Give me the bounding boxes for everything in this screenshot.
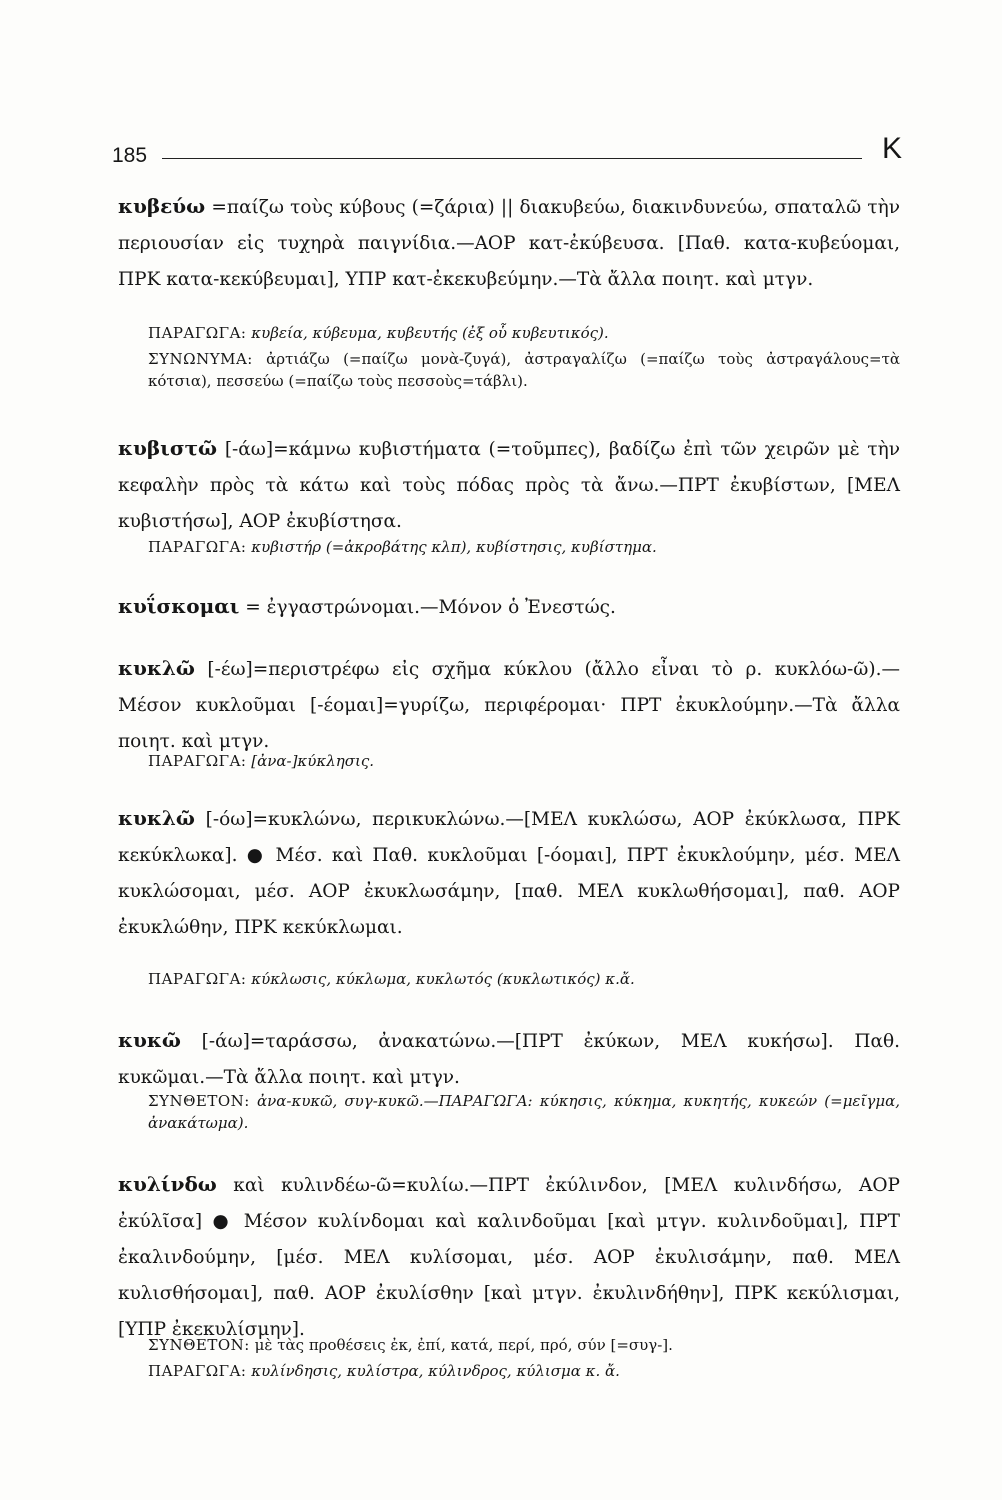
note-label: ΠΑΡΑΓΩΓΑ: [148, 324, 247, 342]
note-label: ΠΑΡΑΓΩΓΑ: [148, 1362, 247, 1380]
note-text: κύκλωσις, κύκλωμα, κυκλωτός (κυκλωτικός) κ.ἄ. [251, 970, 635, 988]
entry-body: καὶ κυλινδέω-ῶ=κυλίω.—ΠΡΤ ἐκύλινδον, [ΜΕΛ κυλινδήσω, ΑΟΡ ἐκύλῖσα] ● Μέσον κυλίνδομαι καὶ καλινδοῦμαι [καὶ μτγν. κυλινδοῦμαι], ΠΡΤ ἐκαλινδούμην, [μέσ. ΜΕΛ κυλίσομαι, μέσ. ΑΟΡ ἐκυλισάμην, παθ. ΜΕΛ κυλισθήσομαι], παθ. ΑΟΡ ἐκυλίσθην [καὶ μτγν. ἐκυλινδήθην], ΠΡΚ κεκύλισμαι, [ΥΠΡ ἐκεκυλίσμην]. [118, 1175, 900, 1340]
dictionary-entry [118, 188, 900, 298]
headword: κυκῶ [118, 1028, 181, 1052]
entry-body: [-όω]=κυκλώνω, περικυκλώνω.—[ΜΕΛ κυκλώσω, ΑΟΡ ἐκύκλωσα, ΠΡΚ κεκύκλωκα]. ● Μέσ. καὶ Παθ. κυκλοῦμαι [-όομαι], ΠΡΤ ἐκυκλούμην, μέσ. ΜΕΛ κυκλώσομαι, μέσ. ΑΟΡ ἐκυκλωσάμην, [παθ. ΜΕΛ κυκλωθήσομαι], παθ. ΑΟΡ ἐκυκλώθην, ΠΡΚ κεκύκλωμαι. [118, 809, 900, 938]
section-letter: Κ [881, 132, 902, 165]
dictionary-entry [118, 588, 900, 626]
dictionary-entry [118, 430, 900, 540]
dictionary-entry [118, 650, 900, 760]
entry-body: [-άω]=ταράσσω, ἀνακατώνω.—[ΠΡΤ ἐκύκων, ΜΕΛ κυκήσω]. Παθ. κυκῶμαι.—Τὰ ἄλλα ποιητ. καὶ μτγν. [118, 1031, 900, 1088]
note-text: ἀνα-κυκῶ, συγ-κυκῶ.—ΠΑΡΑΓΩΓΑ: κύκησις, κύκημα, κυκητής, κυκεών (=μεῖγμα, ἀνακάτωμα). [148, 1092, 900, 1132]
synonyms-note [148, 348, 900, 392]
entry-body: = ἐγγαστρώνομαι.—Μόνον ὁ Ἐνεστώς. [245, 597, 616, 618]
derivatives-note [148, 322, 900, 344]
page-header [112, 132, 902, 172]
dictionary-entry [118, 1166, 900, 1348]
note-label: ΠΑΡΑΓΩΓΑ: [148, 970, 247, 988]
compounds-note [148, 1090, 900, 1134]
page-number: 185 [112, 144, 148, 167]
note-label: ΣΥΝΘΕΤΟΝ: [148, 1092, 250, 1110]
headword: κυκλῶ [118, 656, 195, 680]
note-label: ΣΥΝΩΝΥΜΑ: [148, 350, 253, 368]
note-text: μὲ τὰς προθέσεις ἐκ, ἐπί, κατά, περί, πρό, σύν [=συγ-]. [254, 1336, 673, 1354]
headword: κυλίνδω [118, 1172, 217, 1196]
note-label: ΠΑΡΑΓΩΓΑ: [148, 538, 247, 556]
derivatives-note [148, 968, 900, 990]
note-text: [ἀνα-]κύκλησις. [251, 752, 374, 770]
entry-body: =παίζω τοὺς κύβους (=ζάρια) || διακυβεύω, διακινδυνεύω, σπαταλῶ τὴν περιουσίαν εἰς τυχηρὰ παιγνίδια.—ΑΟΡ κατ-ἐκύβευσα. [Παθ. κατα-κυβεύομαι, ΠΡΚ κατα-κεκύβευμαι], ΥΠΡ κατ-ἐκεκυβεύμην.—Τὰ ἄλλα ποιητ. καὶ μτγν. [118, 197, 900, 290]
dictionary-entry [118, 1022, 900, 1096]
entry-body: [-έω]=περιστρέφω εἰς σχῆμα κύκλου (ἄλλο εἶναι τὸ ρ. κυκλόω-ῶ).—Μέσον κυκλοῦμαι [-έομαι]=γυρίζω, περιφέρομαι· ΠΡΤ ἐκυκλούμην.—Τὰ ἄλλα ποιητ. καὶ μτγν. [118, 659, 900, 752]
compounds-note [148, 1334, 900, 1356]
dictionary-entry [118, 800, 900, 946]
note-text: κυβιστήρ (=ἀκροβάτης κλπ), κυβίστησις, κυβίστημα. [251, 538, 657, 556]
note-text: κυβεία, κύβευμα, κυβευτής (ἐξ οὗ κυβευτικός). [251, 324, 609, 342]
headword: κυβιστῶ [118, 436, 218, 460]
headword: κυΐσκομαι [118, 594, 240, 618]
entry-body: [-άω]=κάμνω κυβιστήματα (=τοῦμπες), βαδίζω ἐπὶ τῶν χειρῶν μὲ τὴν κεφαλὴν πρὸς τὰ κάτω καὶ τοὺς πόδας πρὸς τὰ ἄνω.—ΠΡΤ ἐκυβίστων, [ΜΕΛ κυβιστήσω], ΑΟΡ ἐκυβίστησα. [118, 439, 900, 532]
derivatives-note [148, 536, 900, 558]
note-text: κυλίνδησις, κυλίστρα, κύλινδρος, κύλισμα κ. ἄ. [251, 1362, 620, 1380]
note-text: ἀρτιάζω (=παίζω μονὰ-ζυγά), ἀστραγαλίζω (=παίζω τοὺς ἀστραγάλους=τὰ κότσια), πεσσεύω (=παίζω τοὺς πεσσοὺς=τάβλι). [148, 350, 900, 390]
note-label: ΣΥΝΘΕΤΟΝ: [148, 1336, 250, 1354]
derivatives-note [148, 1360, 900, 1382]
note-label: ΠΑΡΑΓΩΓΑ: [148, 752, 247, 770]
headword: κυβεύω [118, 194, 206, 218]
headword: κυκλῶ [118, 806, 195, 830]
header-rule [162, 158, 862, 159]
derivatives-note [148, 750, 900, 772]
